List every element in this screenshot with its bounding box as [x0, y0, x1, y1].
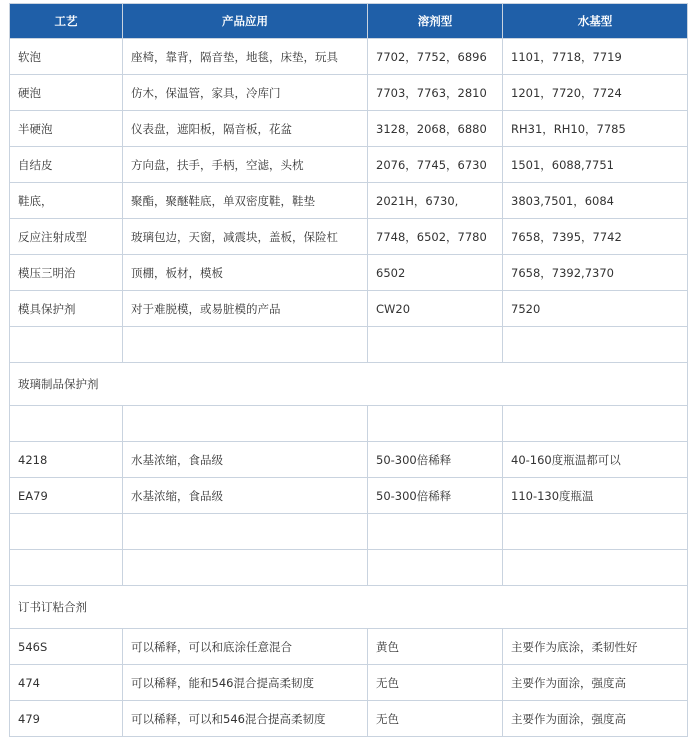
- empty-cell: [368, 550, 503, 586]
- table-cell: 模压三明治: [10, 255, 123, 291]
- table-cell: 2076，7745，6730: [368, 147, 503, 183]
- table-cell: 对于难脱模，或易脏模的产品: [123, 291, 368, 327]
- table-row: [10, 111, 688, 147]
- table-cell: 鞋底，: [10, 183, 123, 219]
- empty-cell: [503, 550, 688, 586]
- table-cell: EA79: [10, 478, 123, 514]
- empty-cell: [123, 327, 368, 363]
- table-cell: 仪表盘，遮阳板，隔音板，花盆: [123, 111, 368, 147]
- table-cell: 聚酯，聚醚鞋底，单双密度鞋，鞋垫: [123, 183, 368, 219]
- empty-cell: [123, 406, 368, 442]
- header-application: 产品应用: [123, 4, 368, 39]
- table-row: [10, 442, 688, 478]
- table-cell: 3128，2068，6880: [368, 111, 503, 147]
- empty-cell: [10, 406, 123, 442]
- table-cell: 50-300倍稀释: [368, 478, 503, 514]
- empty-cell: [503, 406, 688, 442]
- table-cell: 水基浓缩，食品级: [123, 442, 368, 478]
- table-row: [10, 291, 688, 327]
- table-cell: 方向盘，扶手，手柄，空滤，头枕: [123, 147, 368, 183]
- table-cell: 无色: [368, 701, 503, 737]
- table-cell: 4218: [10, 442, 123, 478]
- table-cell: 479: [10, 701, 123, 737]
- table-cell: 玻璃包边，天窗，减震块，盖板，保险杠: [123, 219, 368, 255]
- table-cell: 半硬泡: [10, 111, 123, 147]
- product-table-wrapper: [9, 3, 688, 737]
- empty-cell: [123, 514, 368, 550]
- table-cell: 7702，7752，6896: [368, 39, 503, 75]
- table-cell: 反应注射成型: [10, 219, 123, 255]
- table-cell: RH31，RH10，7785: [503, 111, 688, 147]
- empty-cell: [123, 550, 368, 586]
- table-cell: 主要作为面涂，强度高: [503, 665, 688, 701]
- table-body: [10, 39, 688, 737]
- table-cell: 110-130度瓶温: [503, 478, 688, 514]
- table-cell: 硬泡: [10, 75, 123, 111]
- header-process: 工艺: [10, 4, 123, 39]
- table-row: [10, 629, 688, 665]
- table-cell: 1201，7720，7724: [503, 75, 688, 111]
- table-cell: 主要作为面涂，强度高: [503, 701, 688, 737]
- table-cell: 1101，7718，7719: [503, 39, 688, 75]
- table-cell: 7658，7392,7370: [503, 255, 688, 291]
- table-cell: 474: [10, 665, 123, 701]
- table-cell: 40-160度瓶温都可以: [503, 442, 688, 478]
- blank-row: [10, 514, 688, 550]
- table-cell: 座椅，靠背，隔音垫，地毯，床垫，玩具: [123, 39, 368, 75]
- empty-cell: [503, 514, 688, 550]
- table-cell: 自结皮: [10, 147, 123, 183]
- table-cell: 无色: [368, 665, 503, 701]
- header-water: 水基型: [503, 4, 688, 39]
- table-row: [10, 75, 688, 111]
- table-row: [10, 39, 688, 75]
- empty-cell: [10, 514, 123, 550]
- empty-cell: [10, 550, 123, 586]
- table-row: [10, 255, 688, 291]
- blank-row: [10, 406, 688, 442]
- table-cell: 6502: [368, 255, 503, 291]
- table-cell: 1501，6088,7751: [503, 147, 688, 183]
- empty-cell: [368, 514, 503, 550]
- empty-cell: [503, 327, 688, 363]
- blank-row: [10, 550, 688, 586]
- table-cell: 模具保护剂: [10, 291, 123, 327]
- table-row: [10, 147, 688, 183]
- table-row: [10, 478, 688, 514]
- table-row: [10, 665, 688, 701]
- table-cell: 黄色: [368, 629, 503, 665]
- table-cell: 7520: [503, 291, 688, 327]
- section-title: 玻璃制品保护剂: [10, 363, 688, 406]
- section-row: [10, 363, 688, 406]
- product-table: [9, 3, 688, 737]
- table-cell: 50-300倍稀释: [368, 442, 503, 478]
- table-cell: 3803,7501，6084: [503, 183, 688, 219]
- table-cell: 7703，7763，2810: [368, 75, 503, 111]
- table-cell: 可以稀释，可以和底涂任意混合: [123, 629, 368, 665]
- empty-cell: [368, 406, 503, 442]
- empty-cell: [10, 327, 123, 363]
- table-cell: 7658，7395，7742: [503, 219, 688, 255]
- table-cell: CW20: [368, 291, 503, 327]
- table-cell: 7748，6502，7780: [368, 219, 503, 255]
- section-title: 订书订粘合剂: [10, 586, 688, 629]
- table-cell: 软泡: [10, 39, 123, 75]
- table-cell: 主要作为底涂，柔韧性好: [503, 629, 688, 665]
- table-cell: 仿木，保温管，家具，冷库门: [123, 75, 368, 111]
- table-cell: 顶棚，板材，模板: [123, 255, 368, 291]
- table-cell: 水基浓缩，食品级: [123, 478, 368, 514]
- header-solvent: 溶剂型: [368, 4, 503, 39]
- table-cell: 546S: [10, 629, 123, 665]
- table-header-row: [10, 4, 688, 39]
- table-cell: 2021H，6730,: [368, 183, 503, 219]
- table-row: [10, 183, 688, 219]
- blank-row: [10, 327, 688, 363]
- table-row: [10, 701, 688, 737]
- table-row: [10, 219, 688, 255]
- table-cell: 可以稀释，能和546混合提高柔韧度: [123, 665, 368, 701]
- section-row: [10, 586, 688, 629]
- empty-cell: [368, 327, 503, 363]
- table-cell: 可以稀释，可以和546混合提高柔韧度: [123, 701, 368, 737]
